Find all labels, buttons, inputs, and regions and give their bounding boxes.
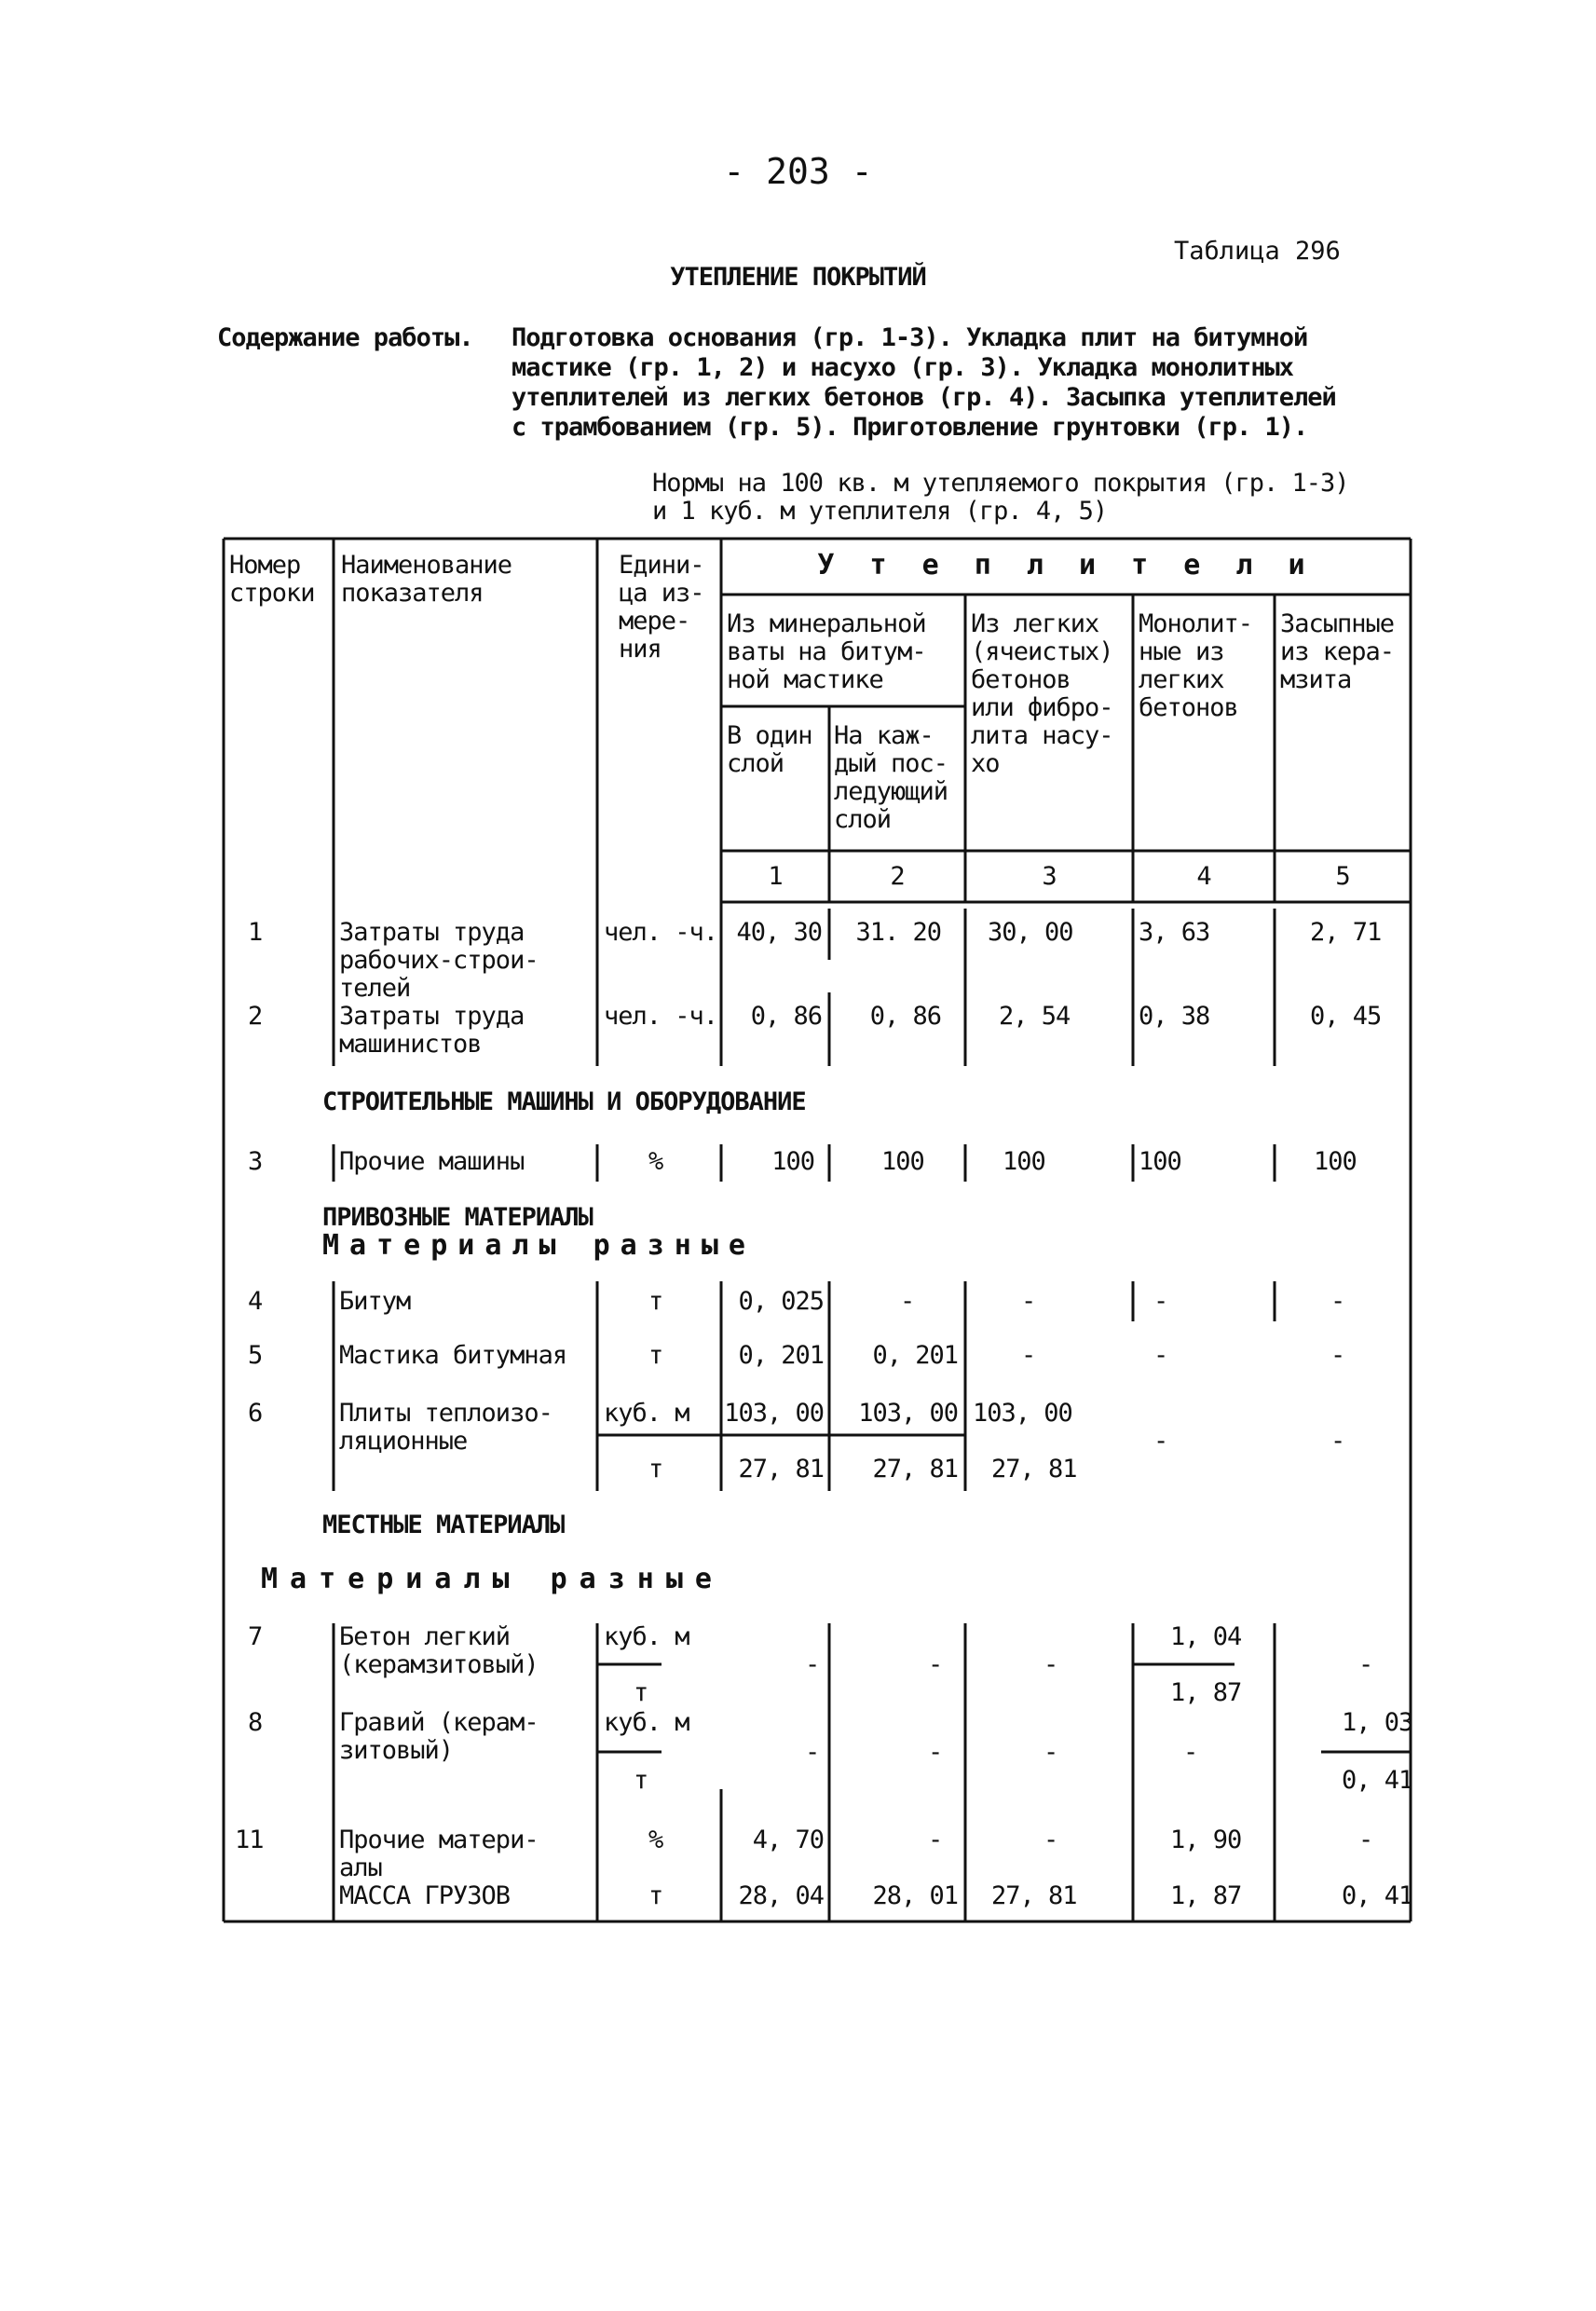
row-number: 3 <box>248 1147 263 1176</box>
section-heading: СТРОИТЕЛЬНЫЕ МАШИНЫ И ОБОРУДОВАНИЕ <box>322 1087 806 1116</box>
row-value: - <box>1044 1826 1058 1854</box>
row-value: - <box>1330 1427 1345 1456</box>
row-value: - <box>1044 1650 1058 1679</box>
row-name-line: телей <box>339 974 411 1003</box>
row-value: 0, 201 <box>872 1341 958 1370</box>
header-text: бетонов <box>971 665 1071 694</box>
row-unit: % <box>648 1826 663 1854</box>
row-value: 27, 81 <box>738 1455 824 1484</box>
row-unit: т <box>648 1881 663 1910</box>
row-value: 27, 81 <box>991 1881 1077 1910</box>
header-text: Монолит- <box>1139 609 1253 638</box>
row-value: 2, 54 <box>999 1002 1071 1031</box>
header-text: ледующий <box>834 777 948 806</box>
header-text: дый пос- <box>834 749 948 778</box>
row-unit: куб. м <box>604 1399 689 1428</box>
row-value: 0, 45 <box>1310 1002 1382 1031</box>
row-value: 0, 41 <box>1342 1881 1413 1910</box>
row-value: 40, 30 <box>736 918 822 947</box>
row-unit: т <box>648 1455 663 1484</box>
col-number: 5 <box>1335 862 1350 891</box>
work-content-line: утеплителей из легких бетонов (гр. 4). Засыпка утеплителей <box>512 383 1336 412</box>
header-row-no <box>229 552 332 608</box>
header-text: ваты на битум- <box>727 637 926 666</box>
header-text: хо <box>971 749 1000 778</box>
row-unit: % <box>648 1147 663 1176</box>
row-name <box>339 1709 596 1765</box>
row-name: МАССА ГРУЗОВ <box>339 1881 511 1910</box>
row-value: 2, 71 <box>1310 918 1382 947</box>
header-text: (ячеистых) <box>971 637 1113 666</box>
row-value: 1, 03 <box>1342 1708 1413 1737</box>
row-number: 11 <box>235 1826 264 1854</box>
table-number: Таблица 296 <box>1174 237 1341 266</box>
header-text: мере- <box>619 607 690 636</box>
row-value: 4, 70 <box>752 1826 824 1854</box>
norms-line: Нормы на 100 кв. м утепляемого покрытия (гр. 1-3) <box>652 469 1349 498</box>
row-unit: т <box>634 1766 648 1795</box>
header-col5 <box>1280 610 1411 694</box>
row-name-line: (керамзитовый) <box>339 1650 539 1679</box>
row-value: - <box>1153 1427 1168 1456</box>
row-value: 30, 00 <box>988 918 1073 947</box>
row-name <box>339 919 596 1003</box>
header-text: Наименование <box>341 551 512 580</box>
header-text: В один <box>727 721 812 750</box>
page-number: - 203 - <box>723 151 873 192</box>
row-number: 5 <box>248 1341 263 1370</box>
header-text: Из минеральной <box>727 609 926 638</box>
row-name <box>339 1623 596 1679</box>
col-number: 4 <box>1196 862 1211 891</box>
row-unit: куб. м <box>604 1622 689 1651</box>
header-text: показателя <box>341 579 484 608</box>
row-name-line: Гравий (керам- <box>339 1708 539 1737</box>
row-name <box>339 1400 596 1456</box>
header-text: лита насу- <box>971 721 1113 750</box>
header-text: ния <box>619 635 662 663</box>
row-value: - <box>1330 1341 1345 1370</box>
row-value: 28, 04 <box>738 1881 824 1910</box>
header-text: слой <box>834 805 892 834</box>
row-name: Прочие машины <box>339 1147 525 1176</box>
section-subheading: Материалы разные <box>322 1229 756 1262</box>
row-value: - <box>805 1650 820 1679</box>
section-heading: МЕСТНЫЕ МАТЕРИАЛЫ <box>322 1511 565 1539</box>
header-text: слой <box>727 749 784 778</box>
row-name: Битум <box>339 1287 411 1316</box>
row-number: 8 <box>248 1708 263 1737</box>
row-unit: т <box>634 1678 648 1707</box>
row-value: - <box>1330 1287 1345 1316</box>
row-value: 103, 00 <box>973 1399 1072 1428</box>
work-content-line: с трамбованием (гр. 5). Приготовление грунтовки (гр. 1). <box>512 413 1308 442</box>
row-value: 27, 81 <box>872 1455 958 1484</box>
row-value: 100 <box>1314 1147 1357 1176</box>
row-name-line: Прочие матери- <box>339 1826 539 1854</box>
header-text: Засыпные <box>1280 609 1395 638</box>
row-value: - <box>1153 1341 1168 1370</box>
row-value: 1, 87 <box>1170 1881 1242 1910</box>
row-value: - <box>1183 1738 1198 1767</box>
header-text: легких <box>1139 665 1224 694</box>
row-value: - <box>928 1826 943 1854</box>
work-content-line: мастике (гр. 1, 2) и насухо (гр. 3). Укладка монолитных <box>512 353 1294 382</box>
row-name-line: алы <box>339 1853 382 1882</box>
header-col2 <box>834 722 964 834</box>
row-name <box>339 1003 596 1059</box>
col-number: 1 <box>768 862 783 891</box>
row-value: 103, 00 <box>858 1399 958 1428</box>
norms-line: и 1 куб. м утеплителя (гр. 4, 5) <box>652 497 1108 526</box>
row-value: 1, 87 <box>1170 1678 1242 1707</box>
row-value: 31. 20 <box>855 918 941 947</box>
header-col4 <box>1139 610 1275 722</box>
row-value: 0, 86 <box>750 1002 822 1031</box>
col-number: 3 <box>1042 862 1057 891</box>
section-subheading: Материалы разные <box>261 1563 724 1595</box>
row-name-line: машинистов <box>339 1030 482 1059</box>
row-value: 100 <box>1139 1147 1181 1176</box>
row-number: 2 <box>248 1002 263 1031</box>
row-value: 27, 81 <box>991 1455 1077 1484</box>
header-text: или фибро- <box>971 693 1113 722</box>
row-value: 103, 00 <box>724 1399 824 1428</box>
row-value: 100 <box>1003 1147 1045 1176</box>
work-content-label: Содержание работы. <box>217 323 473 352</box>
row-value: 0, 86 <box>869 1002 941 1031</box>
row-value: 0, 201 <box>738 1341 824 1370</box>
header-text: Из легких <box>971 609 1099 638</box>
header-text: ца из- <box>619 579 704 608</box>
row-name: Мастика битумная <box>339 1341 567 1370</box>
page-title: УТЕПЛЕНИЕ ПОКРЫТИЙ <box>670 263 926 292</box>
section-heading: ПРИВОЗНЫЕ МАТЕРИАЛЫ <box>322 1203 593 1232</box>
row-value: 28, 01 <box>872 1881 958 1910</box>
header-col1 <box>727 722 829 778</box>
col-number: 2 <box>890 862 905 891</box>
header-text: ной мастике <box>727 665 883 694</box>
row-value: 0, 41 <box>1342 1766 1413 1795</box>
row-value: - <box>1021 1341 1036 1370</box>
row-name <box>339 1826 596 1882</box>
header-text: На каж- <box>834 721 934 750</box>
row-value: - <box>928 1650 943 1679</box>
row-name-line: Плиты теплоизо- <box>339 1399 552 1428</box>
row-value: - <box>900 1287 915 1316</box>
header-text: из кера- <box>1280 637 1395 666</box>
header-text: бетонов <box>1139 693 1238 722</box>
row-unit: чел. -ч. <box>604 1002 718 1031</box>
row-name-line: Затраты труда <box>339 918 525 947</box>
row-name-line: Бетон легкий <box>339 1622 511 1651</box>
row-unit: чел. -ч. <box>604 918 718 947</box>
header-text: строки <box>229 579 315 608</box>
row-number: 1 <box>248 918 263 947</box>
row-number: 4 <box>248 1287 263 1316</box>
header-text: ные из <box>1139 637 1224 666</box>
row-name-line: ляционные <box>339 1427 468 1456</box>
work-content-line: Подготовка основания (гр. 1-3). Укладка плит на битумной <box>512 323 1308 352</box>
row-name-line: Затраты труда <box>339 1002 525 1031</box>
header-group-mineral <box>727 610 965 694</box>
header-col3 <box>971 610 1133 778</box>
header-text: Номер <box>229 551 301 580</box>
row-value: - <box>1153 1287 1168 1316</box>
header-text: мзита <box>1280 665 1352 694</box>
row-value: - <box>805 1738 820 1767</box>
row-name-line: зитовый) <box>339 1736 454 1765</box>
header-insulators: У т е п л и т е л и <box>817 549 1315 581</box>
row-value: 100 <box>881 1147 924 1176</box>
header-unit <box>619 552 721 663</box>
row-value: 1, 04 <box>1170 1622 1242 1651</box>
row-number: 7 <box>248 1622 263 1651</box>
row-number: 6 <box>248 1399 263 1428</box>
row-value: - <box>928 1738 943 1767</box>
header-name <box>341 552 593 608</box>
row-value: 3, 63 <box>1139 918 1210 947</box>
row-value: 100 <box>771 1147 814 1176</box>
header-text: Едини- <box>619 551 704 580</box>
row-value: - <box>1358 1650 1373 1679</box>
row-unit: т <box>648 1287 663 1316</box>
row-value: - <box>1358 1826 1373 1854</box>
row-name-line: рабочих-строи- <box>339 946 539 975</box>
row-unit: т <box>648 1341 663 1370</box>
row-value: 1, 90 <box>1170 1826 1242 1854</box>
row-value: - <box>1044 1738 1058 1767</box>
row-value: - <box>1021 1287 1036 1316</box>
row-value: 0, 38 <box>1139 1002 1210 1031</box>
row-value: 0, 025 <box>738 1287 824 1316</box>
row-unit: куб. м <box>604 1708 689 1737</box>
